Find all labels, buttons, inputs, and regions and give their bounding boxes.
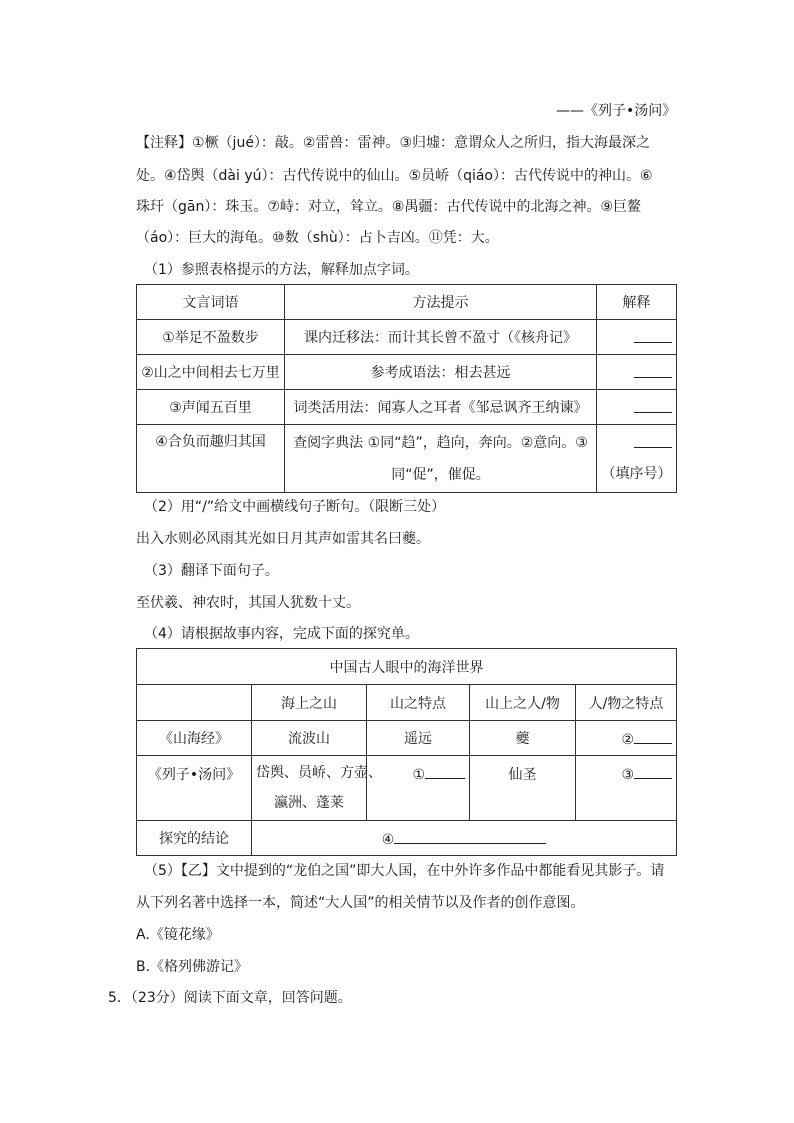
mountain-name-line: 岱舆、员峤、方壶、 [256, 765, 382, 781]
table-header: 山上之人/物 [470, 685, 576, 721]
answer-blank[interactable] [597, 355, 677, 390]
conclusion-label: 探究的结论 [137, 821, 252, 856]
exploration-title: 中国古人眼中的海洋世界 [137, 649, 677, 685]
table-row [137, 821, 677, 856]
table-header: 文言词语 [137, 285, 285, 320]
table-header: 人/物之特点 [576, 685, 677, 721]
question-3-prompt: （3）翻译下面句子。 [144, 563, 279, 579]
option-a: A.《镜花缘》 [136, 927, 220, 943]
question-4-prompt: （4）请根据故事内容，完成下面的探究单。 [144, 626, 419, 642]
table-row [137, 425, 677, 493]
classical-word: ②山之中间相去七万里 [137, 355, 285, 390]
answer-blank[interactable] [601, 429, 672, 459]
classical-word: ①举足不盈数步 [137, 320, 285, 355]
mountain-name-line: 瀛洲、蓬莱 [274, 795, 344, 811]
table-title-row [137, 649, 677, 685]
table-row [137, 756, 677, 821]
answer-note: （填序号） [601, 465, 672, 482]
mountain-feature: 遥远 [367, 721, 470, 756]
option-b: B.《格列佛游记》 [136, 959, 249, 975]
notes-line: 处。④岱舆（dài yú）：古代传说中的仙山。⑤员峤（qiáo）：古代传说中的神山。⑥ [136, 168, 653, 184]
question-2-sentence: 出入水则必风雨其光如日月其声如雷其名曰夔。 [136, 531, 430, 547]
table-row [137, 320, 677, 355]
notes-line: 珠玕（gān）：珠玉。⑦峙：对立，耸立。⑧禺疆：古代传说中的北海之神。⑨巨鳌 [136, 199, 641, 215]
table-header: 山之特点 [367, 685, 470, 721]
book-title: 《山海经》 [137, 721, 252, 756]
method-hint-line: 查阅字典法 ①同“趋”，趋向，奔向。②意向。③ [293, 434, 588, 451]
answer-blank[interactable] [597, 390, 677, 425]
table-header: 解释 [597, 285, 677, 320]
table-row [137, 390, 677, 425]
book-title: 《列子•汤问》 [137, 756, 252, 821]
mountain-name: 流波山 [252, 721, 367, 756]
being-name: 夔 [470, 721, 576, 756]
notes-line: 【注释】①橛（jué）：敲。②雷兽：雷神。③归墟：意谓众人之所归，指大海最深之 [136, 135, 651, 151]
method-hint: 参考成语法：相去甚远 [285, 355, 597, 390]
question-5-line: 从下列名著中选择一本，简述“大人国”的相关情节以及作者的创作意图。 [136, 895, 585, 911]
method-hint-line: 同“促”，催促。 [391, 466, 490, 483]
method-table [136, 284, 677, 493]
table-header: 方法提示 [285, 285, 597, 320]
answer-blank[interactable] [597, 320, 677, 355]
table-row [137, 355, 677, 390]
mountain-name [252, 756, 382, 821]
table-header: 海上之山 [252, 685, 367, 721]
question-1-prompt: （1）参照表格提示的方法，解释加点字词。 [144, 262, 419, 278]
table-row [137, 721, 677, 756]
table-header-row [137, 285, 677, 320]
table-header [137, 685, 252, 721]
answer-blank[interactable]: ② [576, 721, 677, 756]
question-2-prompt: （2）用“/”给文中画横线句子断句。（限断三处） [144, 499, 446, 515]
next-question-heading: 5．（23分）阅读下面文章，回答问题。 [108, 990, 352, 1006]
method-hint: 课内迁移法：而计其长曾不盈寸（《核舟记》 [285, 320, 597, 355]
method-hint: 词类活用法：闻寡人之耳者《邹忌讽齐王纳谏》 [285, 390, 597, 425]
notes-line: （áo）：巨大的海龟。⑩数（shù）：占卜吉凶。⑪凭：大。 [136, 230, 499, 246]
classical-word: ④合负而趣归其国 [137, 425, 285, 493]
table-header-row [137, 685, 677, 721]
exploration-table [136, 648, 677, 856]
question-5-line: （5）【乙】文中提到的“龙伯之国”即大人国，在中外许多作品中都能看见其影子。请 [144, 863, 665, 879]
conclusion-blank[interactable]: ④ [252, 821, 677, 856]
answer-blank[interactable]: ① [367, 756, 470, 821]
method-hint [285, 425, 597, 493]
being-name: 仙圣 [470, 756, 576, 821]
answer-cell [597, 425, 677, 493]
source-attribution: ——《列子•汤问》 [556, 103, 677, 119]
question-3-sentence: 至伏羲、神农时，其国人犹数十丈。 [136, 595, 360, 611]
classical-word: ③声闻五百里 [137, 390, 285, 425]
answer-blank[interactable]: ③ [576, 756, 677, 821]
